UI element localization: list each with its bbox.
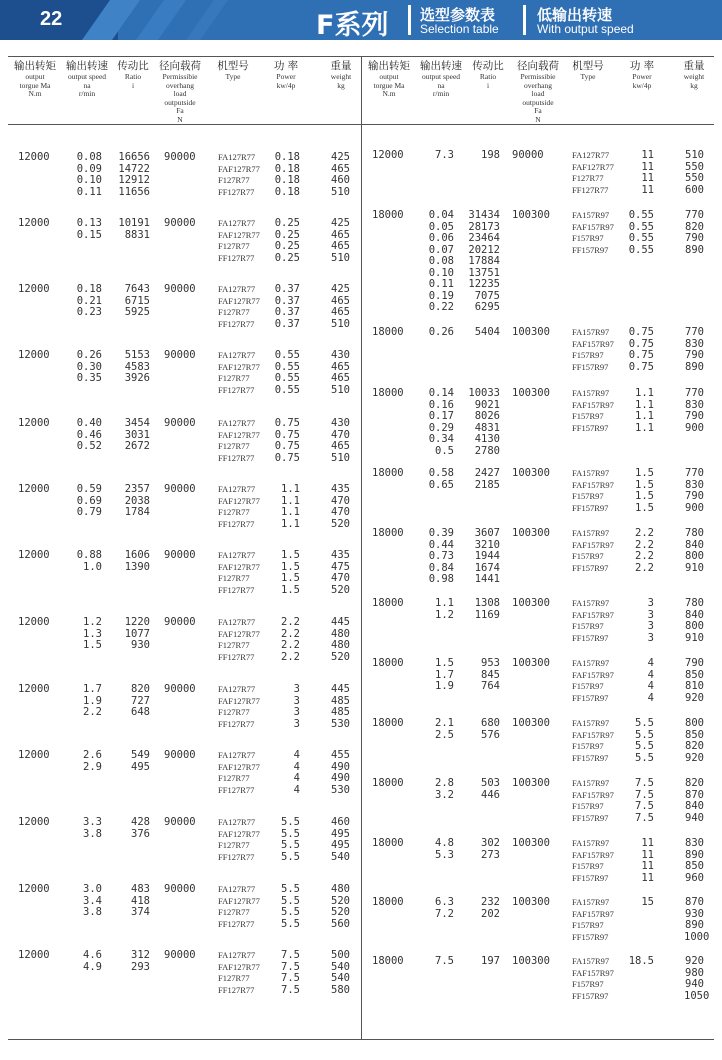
speed-cell: 0.26 0.30 0.35 bbox=[76, 349, 102, 384]
column-header-en: Power kw/4p bbox=[276, 72, 296, 90]
torque-cell: 18000 bbox=[372, 387, 404, 399]
column-header-left-1 bbox=[62, 60, 112, 99]
torque-cell: 12000 bbox=[18, 749, 50, 761]
power-cell: 11 11 11 11 bbox=[641, 837, 654, 884]
load-cell: 100300 bbox=[512, 777, 550, 789]
header-bar bbox=[0, 0, 722, 40]
load-cell: 100300 bbox=[512, 527, 550, 539]
power-cell: 4 4 4 4 bbox=[293, 749, 300, 796]
weight-cell: 430 465 465 510 bbox=[331, 349, 350, 396]
power-cell: 2.2 2.2 2.2 2.2 bbox=[281, 616, 300, 663]
column-header-left-0 bbox=[12, 60, 58, 99]
load-cell: 100300 bbox=[512, 597, 550, 609]
ratio-cell: 198 bbox=[481, 149, 500, 161]
load-cell: 90000 bbox=[164, 283, 196, 295]
weight-cell: 780 840 800 910 bbox=[685, 527, 704, 574]
speed-cell: 1.1 1.2 bbox=[435, 597, 454, 621]
ratio-cell: 680 576 bbox=[481, 717, 500, 741]
type-cell: FA157R97 FAF157R97 F157R97 FF157R97 bbox=[572, 468, 614, 513]
power-cell: 3 3 3 3 bbox=[647, 597, 654, 644]
load-cell: 100300 bbox=[512, 837, 550, 849]
type-cell: FA157R97 FAF157R97 F157R97 FF157R97 bbox=[572, 327, 614, 372]
torque-cell: 12000 bbox=[18, 883, 50, 895]
weight-cell: 830 890 850 960 bbox=[685, 837, 704, 884]
type-cell: FA127R77 FAF127R77 F127R77 FF127R77 bbox=[218, 152, 260, 197]
weight-cell: 455 490 490 530 bbox=[331, 749, 350, 796]
weight-cell: 770 830 790 900 bbox=[685, 387, 704, 434]
column-header-right-6 bbox=[675, 60, 713, 90]
power-cell: 5.5 5.5 5.5 5.5 bbox=[281, 816, 300, 863]
power-cell: 15 bbox=[641, 896, 654, 908]
column-header-cn: 功 率 bbox=[273, 60, 299, 72]
column-header-en: output speed na r/min bbox=[67, 72, 107, 98]
type-cell: FA157R97 FAF157R97 F157R97 FF157R97 bbox=[572, 210, 614, 255]
type-cell: FA157R97 FAF157R97 F157R97 FF157R97 bbox=[572, 658, 614, 703]
weight-cell: 425 465 460 510 bbox=[331, 151, 350, 198]
speed-cell: 2.8 3.2 bbox=[435, 777, 454, 801]
column-header-en: Type bbox=[225, 72, 241, 81]
load-cell: 100300 bbox=[512, 326, 550, 338]
power-cell: 2.2 2.2 2.2 2.2 bbox=[635, 527, 654, 574]
weight-cell: 435 475 470 520 bbox=[331, 549, 350, 596]
speed-cell: 1.2 1.3 1.5 bbox=[83, 616, 102, 651]
column-header-cn: 输出转矩 bbox=[14, 60, 56, 72]
ratio-cell: 16656 14722 12912 11656 bbox=[118, 151, 150, 198]
type-cell: FA157R97 FAF157R97 F157R97 FF157R97 bbox=[572, 528, 614, 573]
speed-cell: 4.8 5.3 bbox=[435, 837, 454, 861]
power-cell: 7.5 7.5 7.5 7.5 bbox=[635, 777, 654, 824]
column-header-en: Power kw/4p bbox=[632, 72, 652, 90]
column-header-cn: 重量 bbox=[330, 60, 352, 72]
load-cell: 90000 bbox=[164, 151, 196, 163]
load-cell: 100300 bbox=[512, 467, 550, 479]
load-cell: 90000 bbox=[164, 483, 196, 495]
torque-cell: 18000 bbox=[372, 777, 404, 789]
power-cell: 0.55 0.55 0.55 0.55 bbox=[274, 349, 300, 396]
ratio-cell: 10191 8831 bbox=[118, 217, 150, 241]
speed-cell: 0.13 0.15 bbox=[76, 217, 102, 241]
torque-cell: 18000 bbox=[372, 527, 404, 539]
load-cell: 100300 bbox=[512, 896, 550, 908]
weight-cell: 500 540 540 580 bbox=[331, 949, 350, 996]
type-cell: FA127R77 FAF127R77 F127R77 FF127R77 bbox=[218, 218, 260, 263]
ratio-cell: 1606 1390 bbox=[124, 549, 150, 573]
torque-cell: 12000 bbox=[18, 283, 50, 295]
weight-cell: 445 485 485 530 bbox=[331, 683, 350, 730]
column-header-en: Type bbox=[580, 72, 596, 81]
power-cell: 18.5 bbox=[628, 955, 654, 967]
column-header-left-4 bbox=[210, 60, 256, 82]
weight-cell: 780 840 800 910 bbox=[685, 597, 704, 644]
ratio-cell: 5404 bbox=[474, 326, 500, 338]
load-cell: 90000 bbox=[164, 883, 196, 895]
type-cell: FA157R97 FAF157R97 F157R97 FF157R97 bbox=[572, 956, 614, 1001]
ratio-cell: 312 293 bbox=[131, 949, 150, 973]
column-header-cn: 输出转速 bbox=[420, 60, 462, 72]
column-header-left-2 bbox=[115, 60, 151, 90]
type-cell: FA157R97 FAF157R97 F157R97 FF157R97 bbox=[572, 897, 614, 942]
type-cell: FA127R77 FAF127R77 F127R77 FF127R77 bbox=[218, 350, 260, 395]
load-cell: 90000 bbox=[164, 816, 196, 828]
column-header-cn: 重量 bbox=[683, 60, 705, 72]
speed-cell: 0.59 0.69 0.79 bbox=[76, 483, 102, 518]
column-header-cn: 机型号 bbox=[572, 60, 604, 72]
speed-cell: 0.88 1.0 bbox=[76, 549, 102, 573]
power-cell: 4 4 4 4 bbox=[647, 657, 654, 704]
weight-cell: 870 930 890 1000 bbox=[684, 896, 710, 943]
load-cell: 100300 bbox=[512, 209, 550, 221]
torque-cell: 18000 bbox=[372, 326, 404, 338]
type-cell: FA127R77 FAF127R77 F127R77 FF127R77 bbox=[218, 884, 260, 929]
power-cell: 0.18 0.18 0.18 0.18 bbox=[274, 151, 300, 198]
weight-cell: 425 465 465 510 bbox=[331, 283, 350, 330]
speed-cell: 0.04 0.05 0.06 0.07 0.08 0.10 0.11 0.19 0.22 bbox=[428, 209, 454, 313]
torque-cell: 12000 bbox=[372, 149, 404, 161]
power-cell: 11 11 11 11 bbox=[641, 149, 654, 196]
column-header-cn: 传动比 bbox=[472, 60, 504, 72]
torque-cell: 12000 bbox=[18, 616, 50, 628]
type-cell: FA127R77 FAF127R77 F127R77 FF127R77 bbox=[572, 150, 614, 195]
subtitle-cn: 低输出转速 bbox=[537, 6, 613, 24]
weight-cell: 445 480 480 520 bbox=[331, 616, 350, 663]
ratio-cell: 1220 1077 930 bbox=[124, 616, 150, 651]
load-cell: 90000 bbox=[164, 683, 196, 695]
weight-cell: 435 470 470 520 bbox=[331, 483, 350, 530]
weight-cell: 770 830 790 900 bbox=[685, 467, 704, 514]
title-divider bbox=[408, 5, 411, 35]
header-stripe bbox=[179, 0, 235, 40]
torque-cell: 12000 bbox=[18, 549, 50, 561]
column-header-right-0 bbox=[366, 60, 412, 99]
type-cell: FA157R97 FAF157R97 F157R97 FF157R97 bbox=[572, 598, 614, 643]
type-cell: FA127R77 FAF127R77 F127R77 FF127R77 bbox=[218, 284, 260, 329]
torque-cell: 12000 bbox=[18, 949, 50, 961]
power-cell: 0.25 0.25 0.25 0.25 bbox=[274, 217, 300, 264]
column-header-left-6 bbox=[322, 60, 360, 90]
column-header-right-4 bbox=[565, 60, 611, 82]
speed-cell: 3.3 3.8 bbox=[83, 816, 102, 840]
speed-cell: 0.26 bbox=[428, 326, 454, 338]
ratio-cell: 820 727 648 bbox=[131, 683, 150, 718]
weight-cell: 790 850 810 920 bbox=[685, 657, 704, 704]
column-header-en: Ratio i bbox=[479, 72, 497, 90]
speed-cell: 2.6 2.9 bbox=[83, 749, 102, 773]
weight-cell: 770 830 790 890 bbox=[685, 326, 704, 373]
subtitle-en: With output speed bbox=[537, 22, 634, 36]
column-header-en: weight kg bbox=[330, 72, 352, 90]
column-header-en: Ratio i bbox=[124, 72, 142, 90]
column-header-en: output torgue Ma N.m bbox=[373, 72, 405, 98]
column-header-right-5 bbox=[614, 60, 670, 90]
type-cell: FA127R77 FAF127R77 F127R77 FF127R77 bbox=[218, 750, 260, 795]
column-header-en: Permissibie overhang load outputside Fa N bbox=[520, 72, 556, 124]
weight-cell: 480 520 520 560 bbox=[331, 883, 350, 930]
page-number: 22 bbox=[40, 8, 63, 30]
power-cell: 3 3 3 3 bbox=[293, 683, 300, 730]
type-cell: FA127R77 FAF127R77 F127R77 FF127R77 bbox=[218, 817, 260, 862]
load-cell: 100300 bbox=[512, 657, 550, 669]
torque-cell: 18000 bbox=[372, 837, 404, 849]
column-header-left-3 bbox=[152, 60, 208, 124]
speed-cell: 0.14 0.16 0.17 0.29 0.34 0.5 bbox=[428, 387, 454, 457]
type-cell: FA127R77 FAF127R77 F127R77 FF127R77 bbox=[218, 418, 260, 463]
speed-cell: 3.0 3.4 3.8 bbox=[83, 883, 102, 918]
torque-cell: 12000 bbox=[18, 417, 50, 429]
torque-cell: 18000 bbox=[372, 467, 404, 479]
title-cn: 选型参数表 bbox=[420, 6, 496, 24]
speed-cell: 0.08 0.09 0.10 0.11 bbox=[76, 151, 102, 198]
load-cell: 90000 bbox=[164, 616, 196, 628]
column-header-left-5 bbox=[258, 60, 314, 90]
ratio-cell: 428 376 bbox=[131, 816, 150, 840]
torque-cell: 18000 bbox=[372, 955, 404, 967]
ratio-cell: 10033 9021 8026 4831 4130 2780 bbox=[468, 387, 500, 457]
table-bottom-rule bbox=[8, 1039, 714, 1040]
power-cell: 0.55 0.55 0.55 0.55 bbox=[628, 209, 654, 256]
torque-cell: 12000 bbox=[18, 151, 50, 163]
ratio-cell: 31434 28173 23464 20212 17884 13751 12235 7075 6295 bbox=[468, 209, 500, 313]
column-header-en: output torgue Ma N.m bbox=[19, 72, 51, 98]
ratio-cell: 232 202 bbox=[481, 896, 500, 920]
ratio-cell: 197 bbox=[481, 955, 500, 967]
load-cell: 90000 bbox=[164, 349, 196, 361]
torque-cell: 18000 bbox=[372, 597, 404, 609]
ratio-cell: 302 273 bbox=[481, 837, 500, 861]
center-divider bbox=[361, 56, 362, 1040]
column-header-en: Permissibie overhang load outputside Fa N bbox=[162, 72, 198, 124]
ratio-cell: 5153 4583 3926 bbox=[124, 349, 150, 384]
type-cell: FA127R77 FAF127R77 F127R77 FF127R77 bbox=[218, 550, 260, 595]
load-cell: 90000 bbox=[164, 417, 196, 429]
torque-cell: 18000 bbox=[372, 717, 404, 729]
speed-cell: 7.3 bbox=[435, 149, 454, 161]
speed-cell: 2.1 2.5 bbox=[435, 717, 454, 741]
speed-cell: 0.58 0.65 bbox=[428, 467, 454, 491]
type-cell: FA127R77 FAF127R77 F127R77 FF127R77 bbox=[218, 617, 260, 662]
torque-cell: 18000 bbox=[372, 896, 404, 908]
speed-cell: 4.6 4.9 bbox=[83, 949, 102, 973]
ratio-cell: 3454 3031 2672 bbox=[124, 417, 150, 452]
speed-cell: 0.40 0.46 0.52 bbox=[76, 417, 102, 452]
load-cell: 90000 bbox=[512, 149, 544, 161]
power-cell: 1.5 1.5 1.5 1.5 bbox=[281, 549, 300, 596]
column-header-cn: 功 率 bbox=[629, 60, 655, 72]
power-cell: 0.75 0.75 0.75 0.75 bbox=[628, 326, 654, 373]
power-cell: 1.5 1.5 1.5 1.5 bbox=[635, 467, 654, 514]
weight-cell: 770 820 790 890 bbox=[685, 209, 704, 256]
column-header-cn: 输出转速 bbox=[66, 60, 108, 72]
power-cell: 1.1 1.1 1.1 1.1 bbox=[281, 483, 300, 530]
column-header-cn: 传动比 bbox=[117, 60, 149, 72]
power-cell: 5.5 5.5 5.5 5.5 bbox=[281, 883, 300, 930]
speed-cell: 7.5 bbox=[435, 955, 454, 967]
power-cell: 0.75 0.75 0.75 0.75 bbox=[274, 417, 300, 464]
weight-cell: 920 980 940 1050 bbox=[684, 955, 710, 1002]
column-header-right-1 bbox=[416, 60, 466, 99]
type-cell: FA157R97 FAF157R97 F157R97 FF157R97 bbox=[572, 718, 614, 763]
speed-cell: 0.18 0.21 0.23 bbox=[76, 283, 102, 318]
weight-cell: 425 465 465 510 bbox=[331, 217, 350, 264]
subtitle-divider bbox=[523, 5, 526, 35]
torque-cell: 12000 bbox=[18, 483, 50, 495]
column-header-cn: 机型号 bbox=[217, 60, 249, 72]
column-header-en: output speed na r/min bbox=[421, 72, 461, 98]
column-header-cn: 径向载荷 bbox=[159, 60, 201, 72]
torque-cell: 18000 bbox=[372, 657, 404, 669]
power-cell: 0.37 0.37 0.37 0.37 bbox=[274, 283, 300, 330]
torque-cell: 12000 bbox=[18, 217, 50, 229]
load-cell: 90000 bbox=[164, 217, 196, 229]
load-cell: 100300 bbox=[512, 387, 550, 399]
ratio-cell: 483 418 374 bbox=[131, 883, 150, 918]
speed-cell: 1.7 1.9 2.2 bbox=[83, 683, 102, 718]
ratio-cell: 1308 1169 bbox=[474, 597, 500, 621]
ratio-cell: 7643 6715 5925 bbox=[124, 283, 150, 318]
load-cell: 100300 bbox=[512, 717, 550, 729]
weight-cell: 800 850 820 920 bbox=[685, 717, 704, 764]
weight-cell: 430 470 465 510 bbox=[331, 417, 350, 464]
series-title: F系列 bbox=[316, 10, 389, 40]
type-cell: FA127R77 FAF127R77 F127R77 FF127R77 bbox=[218, 684, 260, 729]
header-stripe bbox=[129, 0, 193, 40]
type-cell: FA157R97 FAF157R97 F157R97 FF157R97 bbox=[572, 778, 614, 823]
load-cell: 90000 bbox=[164, 749, 196, 761]
ratio-cell: 953 845 764 bbox=[481, 657, 500, 692]
power-cell: 7.5 7.5 7.5 7.5 bbox=[281, 949, 300, 996]
torque-cell: 12000 bbox=[18, 683, 50, 695]
type-cell: FA127R77 FAF127R77 F127R77 FF127R77 bbox=[218, 484, 260, 529]
torque-cell: 12000 bbox=[18, 816, 50, 828]
power-cell: 5.5 5.5 5.5 5.5 bbox=[635, 717, 654, 764]
ratio-cell: 549 495 bbox=[131, 749, 150, 773]
speed-cell: 6.3 7.2 bbox=[435, 896, 454, 920]
column-header-en: weight kg bbox=[683, 72, 705, 90]
load-cell: 100300 bbox=[512, 955, 550, 967]
column-header-cn: 输出转矩 bbox=[368, 60, 410, 72]
speed-cell: 1.5 1.7 1.9 bbox=[435, 657, 454, 692]
load-cell: 90000 bbox=[164, 549, 196, 561]
column-header-cn: 径向载荷 bbox=[517, 60, 559, 72]
weight-cell: 460 495 495 540 bbox=[331, 816, 350, 863]
column-header-right-2 bbox=[470, 60, 506, 90]
title-en: Selection table bbox=[420, 22, 499, 36]
weight-cell: 510 550 550 600 bbox=[685, 149, 704, 196]
ratio-cell: 3607 3210 1944 1674 1441 bbox=[474, 527, 500, 585]
type-cell: FA157R97 FAF157R97 F157R97 FF157R97 bbox=[572, 388, 614, 433]
ratio-cell: 2357 2038 1784 bbox=[124, 483, 150, 518]
load-cell: 90000 bbox=[164, 949, 196, 961]
ratio-cell: 2427 2185 bbox=[474, 467, 500, 491]
torque-cell: 12000 bbox=[18, 349, 50, 361]
torque-cell: 18000 bbox=[372, 209, 404, 221]
type-cell: FA127R77 FAF127R77 F127R77 FF127R77 bbox=[218, 950, 260, 995]
type-cell: FA157R97 FAF157R97 F157R97 FF157R97 bbox=[572, 838, 614, 883]
weight-cell: 820 870 840 940 bbox=[685, 777, 704, 824]
ratio-cell: 503 446 bbox=[481, 777, 500, 801]
speed-cell: 0.39 0.44 0.73 0.84 0.98 bbox=[428, 527, 454, 585]
column-header-right-3 bbox=[510, 60, 566, 124]
power-cell: 1.1 1.1 1.1 1.1 bbox=[635, 387, 654, 434]
